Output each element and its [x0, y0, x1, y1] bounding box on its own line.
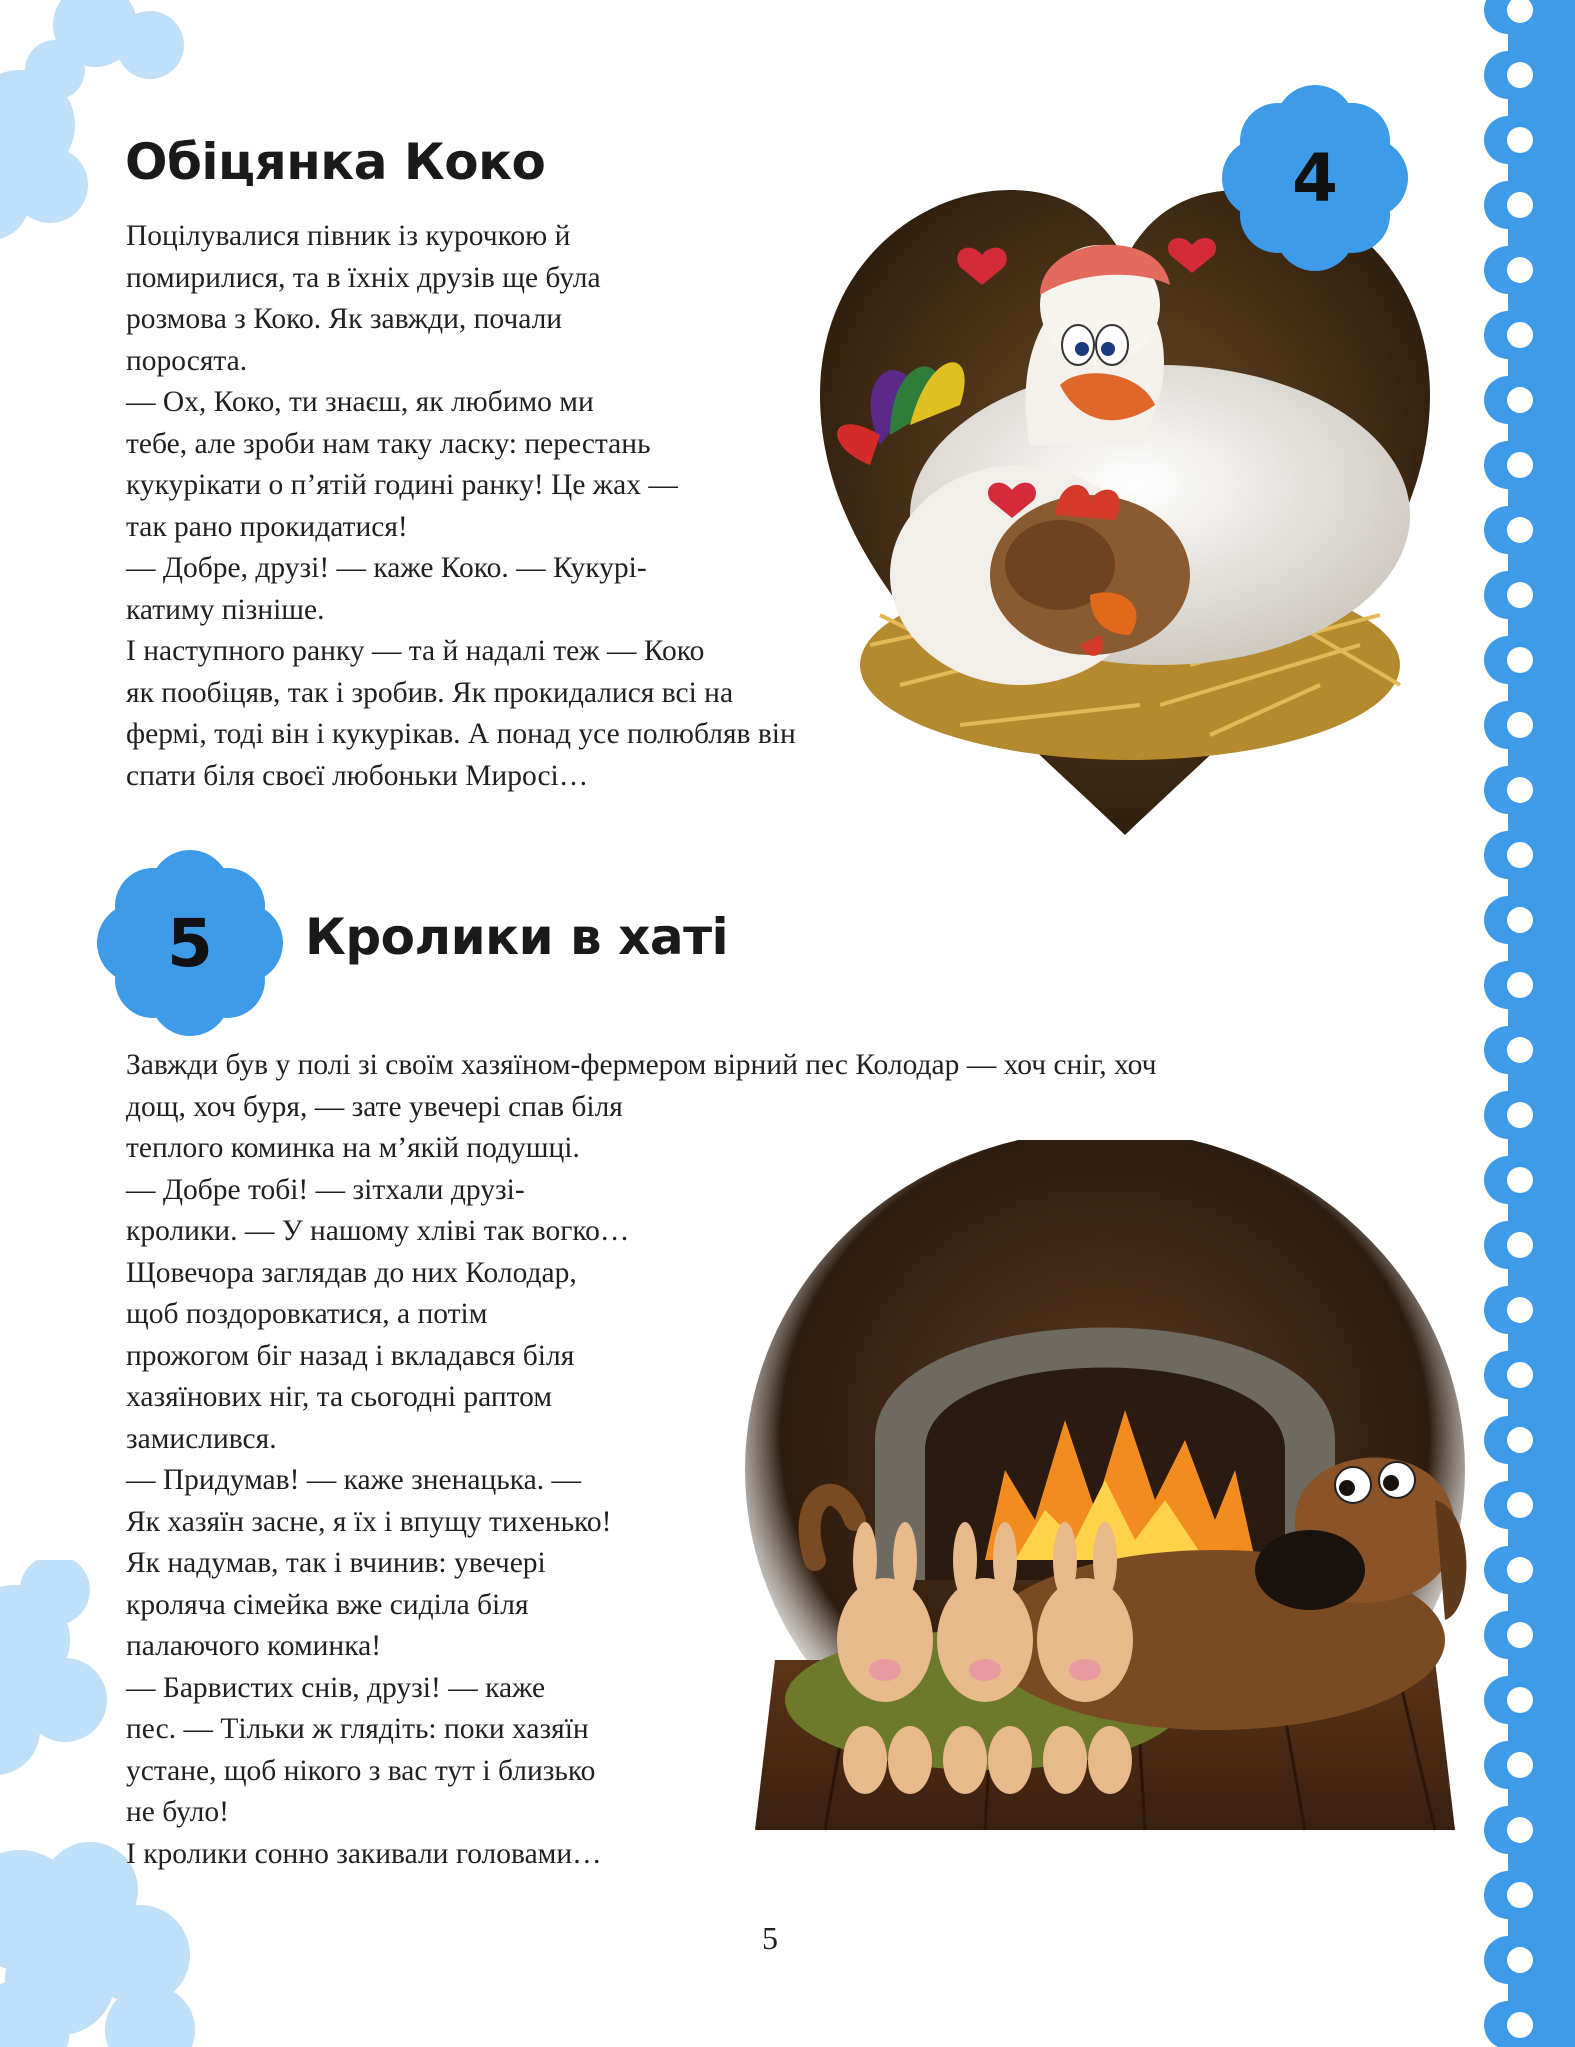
story4-text	[126, 216, 796, 797]
text-line: прожогом біг назад і вкладався біля	[126, 1339, 575, 1372]
text-line: замислився.	[126, 1422, 277, 1455]
story4-number: 4	[1292, 139, 1338, 217]
scalloped-border	[1478, 0, 1575, 2047]
text-line: — Барвистих снів, друзі! — каже	[126, 1671, 546, 1704]
text-line: пес. — Тільки ж глядіть: поки хазяїн	[126, 1713, 589, 1745]
text-line: І кролики сонно закивали головами…	[126, 1837, 602, 1870]
text-line: Щовечора заглядав до них Колодар,	[126, 1256, 577, 1289]
text-line: Як хазяїн засне, я їх і впущу тихенько!	[126, 1505, 612, 1538]
text-line: як пообіцяв, так і зробив. Як прокидалися всі на	[126, 676, 734, 709]
text-line: дощ, хоч буря, — зате увечері спав біля	[126, 1090, 623, 1123]
text-line: хазяїнових ніг, та сьогодні раптом	[126, 1381, 553, 1413]
text-line: палаючого коминка!	[126, 1630, 382, 1662]
text-line: теплого коминка на м’якій подушці.	[126, 1132, 580, 1164]
text-line: спати біля своєї любоньки Миросі…	[126, 759, 589, 792]
text-line: устане, щоб нікого з вас тут і близько	[126, 1754, 596, 1787]
text-line: Завжди був у полі зі своїм хазяїном-фермером вірний пес Колодар — хоч сніг, хоч	[126, 1049, 1157, 1081]
text-line: фермі, тоді він і кукурікав. А понад усе полюбляв він	[126, 718, 796, 750]
text-line: щоб поздоровкатися, а потім	[126, 1298, 488, 1330]
text-line: не було!	[126, 1796, 229, 1828]
text-line: І наступного ранку — та й надалі теж — Коко	[126, 635, 705, 667]
text-line: Як надумав, так і вчинив: увечері	[126, 1547, 546, 1579]
text-line: — Добре тобі! — зітхали друзі-	[126, 1173, 525, 1206]
text-line: Поцілувалися півник із курочкою й	[126, 220, 571, 252]
story4-title: Обіцянка Коко	[125, 133, 546, 191]
text-line: кроляча сімейка вже сиділа біля	[126, 1588, 529, 1621]
story5-number: 5	[167, 904, 213, 982]
story4-number-badge	[1222, 85, 1408, 271]
story5-title: Кролики в хаті	[305, 908, 729, 966]
text-line: кукурікати о п’ятій годині ранку! Це жах —	[126, 469, 678, 501]
text-line: — Ох, Коко, ти знаєш, як любимо ми	[126, 386, 594, 418]
story5-text	[126, 1045, 1157, 1875]
text-line: розмова з Коко. Як завжди, почали	[126, 303, 563, 335]
story5-number-badge	[97, 850, 283, 1036]
text-line: тебе, але зроби нам таку ласку: перестань	[126, 427, 651, 460]
text-line: кролики. — У нашому хліві так вогко…	[126, 1215, 630, 1247]
text-line: так рано прокидатися!	[126, 510, 408, 543]
text-line: поросята.	[126, 344, 248, 377]
text-line: — Придумав! — каже зненацька. —	[126, 1464, 581, 1496]
text-line: — Добре, друзі! — каже Коко. — Кукурі-	[126, 552, 647, 584]
page-number: 5	[762, 1920, 778, 1956]
text-line: помирилися, та в їхніх друзів ще була	[126, 261, 601, 294]
text-line: катиму пізніше.	[126, 593, 325, 626]
